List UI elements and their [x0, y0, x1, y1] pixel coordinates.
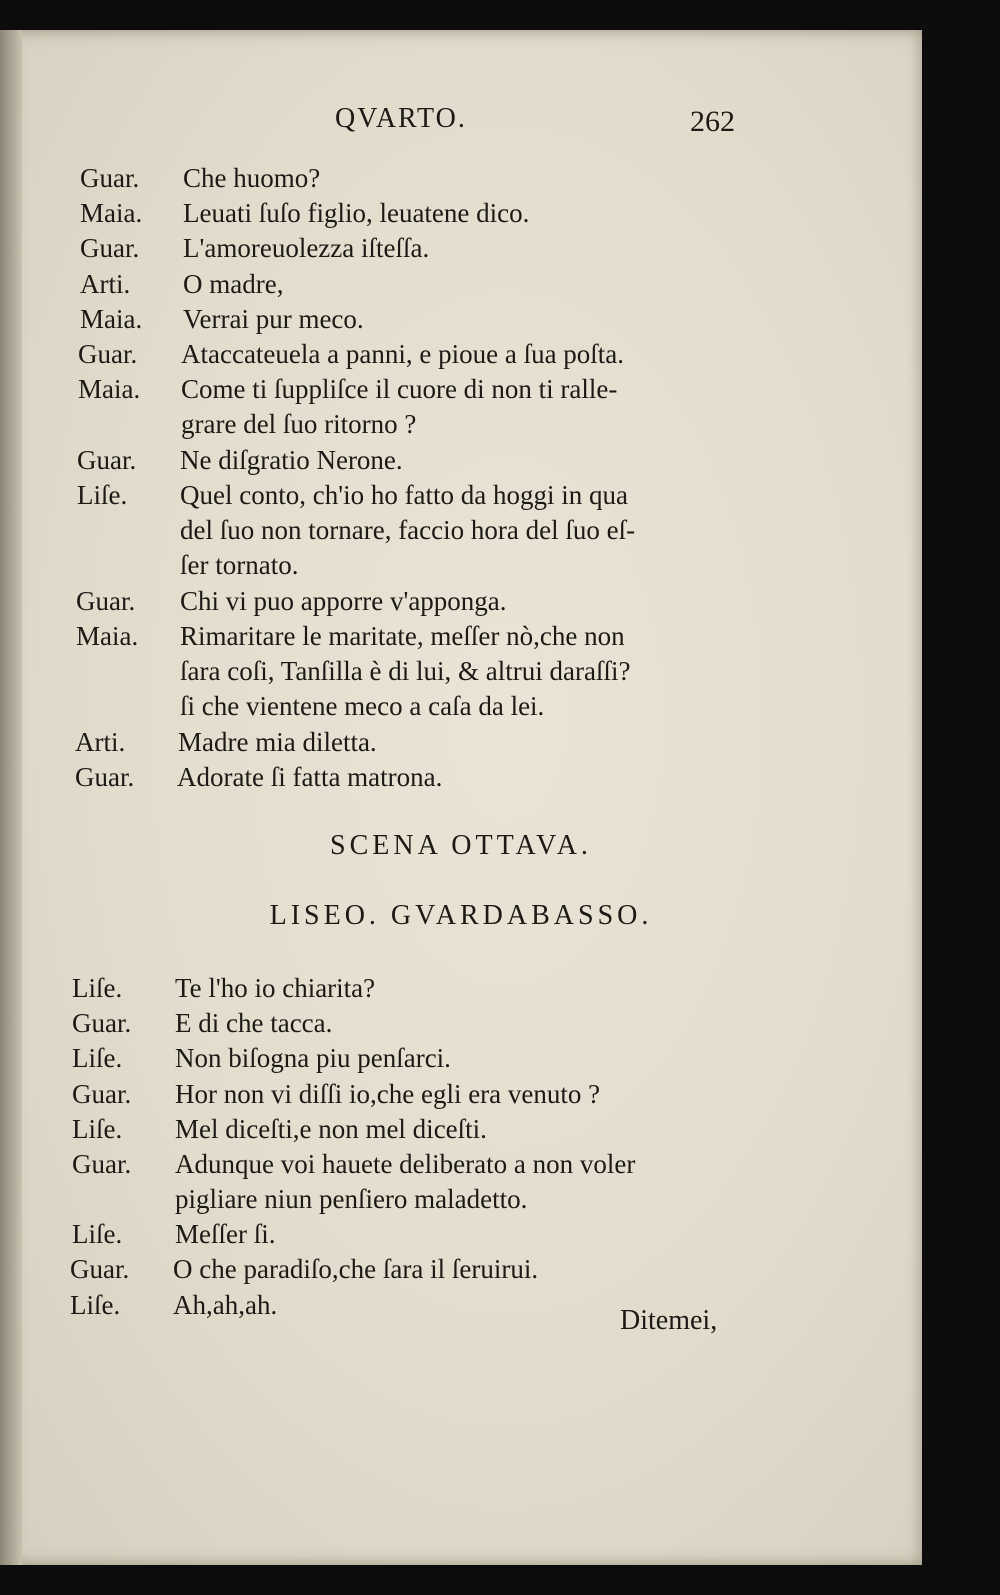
dialogue-line — [0, 970, 922, 1006]
dialogue-line — [0, 1005, 922, 1041]
dialogue-line — [0, 266, 922, 302]
speaker-label: Maia. — [80, 304, 143, 334]
speaker-label: Maia. — [76, 621, 139, 651]
speaker-label: Guar. — [70, 1254, 130, 1284]
dialogue-line — [0, 1111, 922, 1147]
dialogue-line — [0, 688, 922, 724]
speaker-label: Liſe. — [77, 480, 128, 510]
speaker-label: Maia. — [78, 374, 141, 404]
speech-text: O che paradiſo,che ſara il ſeruirui. — [173, 1254, 539, 1284]
dialogue-line — [0, 583, 922, 619]
speech-text: ſi che vientene meco a caſa da lei. — [180, 691, 545, 721]
characters-heading: LISEO. GVARDABASSO. — [269, 900, 653, 931]
dialogue-line — [0, 1216, 922, 1252]
dialogue-line — [0, 230, 922, 266]
running-header — [0, 103, 922, 145]
speech-text: Ataccateuela a panni, e pioue a ſua poſta. — [181, 339, 625, 369]
speech-text: Ne diſgratio Nerone. — [180, 445, 403, 475]
dialogue-line — [0, 1287, 922, 1323]
speech-text: Non biſogna piu penſarci. — [175, 1043, 451, 1073]
dialogue-line — [0, 1251, 922, 1287]
dialogue-line — [0, 618, 922, 654]
page-number: 262 — [690, 105, 735, 138]
speaker-label: Guar. — [80, 233, 140, 263]
dialogue-line — [0, 1146, 922, 1182]
speaker-label: Maia. — [80, 198, 143, 228]
speaker-label: Guar. — [72, 1079, 132, 1109]
speech-text: Ah,ah,ah. — [173, 1290, 278, 1320]
speech-text: Come ti ſuppliſce il cuore di non ti ralle- — [181, 374, 618, 404]
dialogue-line — [0, 195, 922, 231]
speaker-label: Guar. — [80, 163, 140, 193]
speech-text: Che huomo? — [183, 163, 321, 193]
speech-text: Hor non vi diſſi io,che egli era venuto ? — [175, 1079, 601, 1109]
speaker-label: Guar. — [76, 586, 136, 616]
speech-text: pigliare niun penſiero maladetto. — [175, 1184, 528, 1214]
speaker-label: Liſe. — [72, 1114, 123, 1144]
speech-text: Quel conto, ch'io ho fatto da hoggi in qua — [180, 480, 629, 510]
dialogue-line — [0, 512, 922, 548]
dialogue-line — [0, 1076, 922, 1112]
dialogue-line — [0, 1040, 922, 1076]
speech-text: O madre, — [183, 269, 284, 299]
dialogue-line — [0, 336, 922, 372]
speaker-label: Guar. — [75, 762, 135, 792]
speech-text: E di che tacca. — [175, 1008, 333, 1038]
speech-text: Mel diceſti,e non mel diceſti. — [175, 1114, 487, 1144]
dialogue-line — [0, 759, 922, 795]
speech-text: Te l'ho io chiarita? — [175, 973, 376, 1003]
speaker-label: Liſe. — [72, 1219, 123, 1249]
dialogue-line — [0, 547, 922, 583]
speaker-label: Guar. — [78, 339, 138, 369]
scene-heading: SCENA OTTAVA. — [330, 830, 592, 861]
speaker-label: Arti. — [75, 727, 126, 757]
speech-text: Madre mia diletta. — [178, 727, 377, 757]
header-title: QVARTO. — [335, 103, 467, 134]
speech-text: Rimaritare le maritate, meſſer nò,che non — [180, 621, 625, 651]
speaker-label: Liſe. — [72, 973, 123, 1003]
speaker-label: Guar. — [72, 1149, 132, 1179]
dialogue-line — [0, 406, 922, 442]
speech-text: Meſſer ſi. — [175, 1219, 276, 1249]
dialogue-line — [0, 160, 922, 196]
dialogue-line — [0, 371, 922, 407]
speech-text: grare del ſuo ritorno ? — [181, 409, 417, 439]
speech-text: Leuati ſuſo figlio, leuatene dico. — [183, 198, 530, 228]
speaker-label: Guar. — [77, 445, 137, 475]
speech-text: Verrai pur meco. — [183, 304, 364, 334]
dialogue-line — [0, 477, 922, 513]
speech-text: ſara coſi, Tanſilla è di lui, & altrui daraſſi? — [180, 656, 631, 686]
speaker-label: Liſe. — [72, 1043, 123, 1073]
dialogue-line — [0, 301, 922, 337]
speech-text: Adunque voi hauete deliberato a non voler — [175, 1149, 636, 1179]
dialogue-line — [0, 724, 922, 760]
speaker-label: Arti. — [80, 269, 131, 299]
speech-text: ſer tornato. — [180, 550, 299, 580]
dialogue-line — [0, 442, 922, 478]
speech-text: L'amoreuolezza iſteſſa. — [183, 233, 430, 263]
speaker-label: Guar. — [72, 1008, 132, 1038]
dialogue-line — [0, 1181, 922, 1217]
speaker-label: Liſe. — [70, 1290, 121, 1320]
speech-text: del ſuo non tornare, faccio hora del ſuo eſ- — [180, 515, 636, 545]
dialogue-line — [0, 653, 922, 689]
speech-text: Chi vi puo apporre v'apponga. — [180, 586, 507, 616]
speech-text: Adorate ſi fatta matrona. — [177, 762, 443, 792]
catchword: Ditemei, — [620, 1305, 718, 1336]
